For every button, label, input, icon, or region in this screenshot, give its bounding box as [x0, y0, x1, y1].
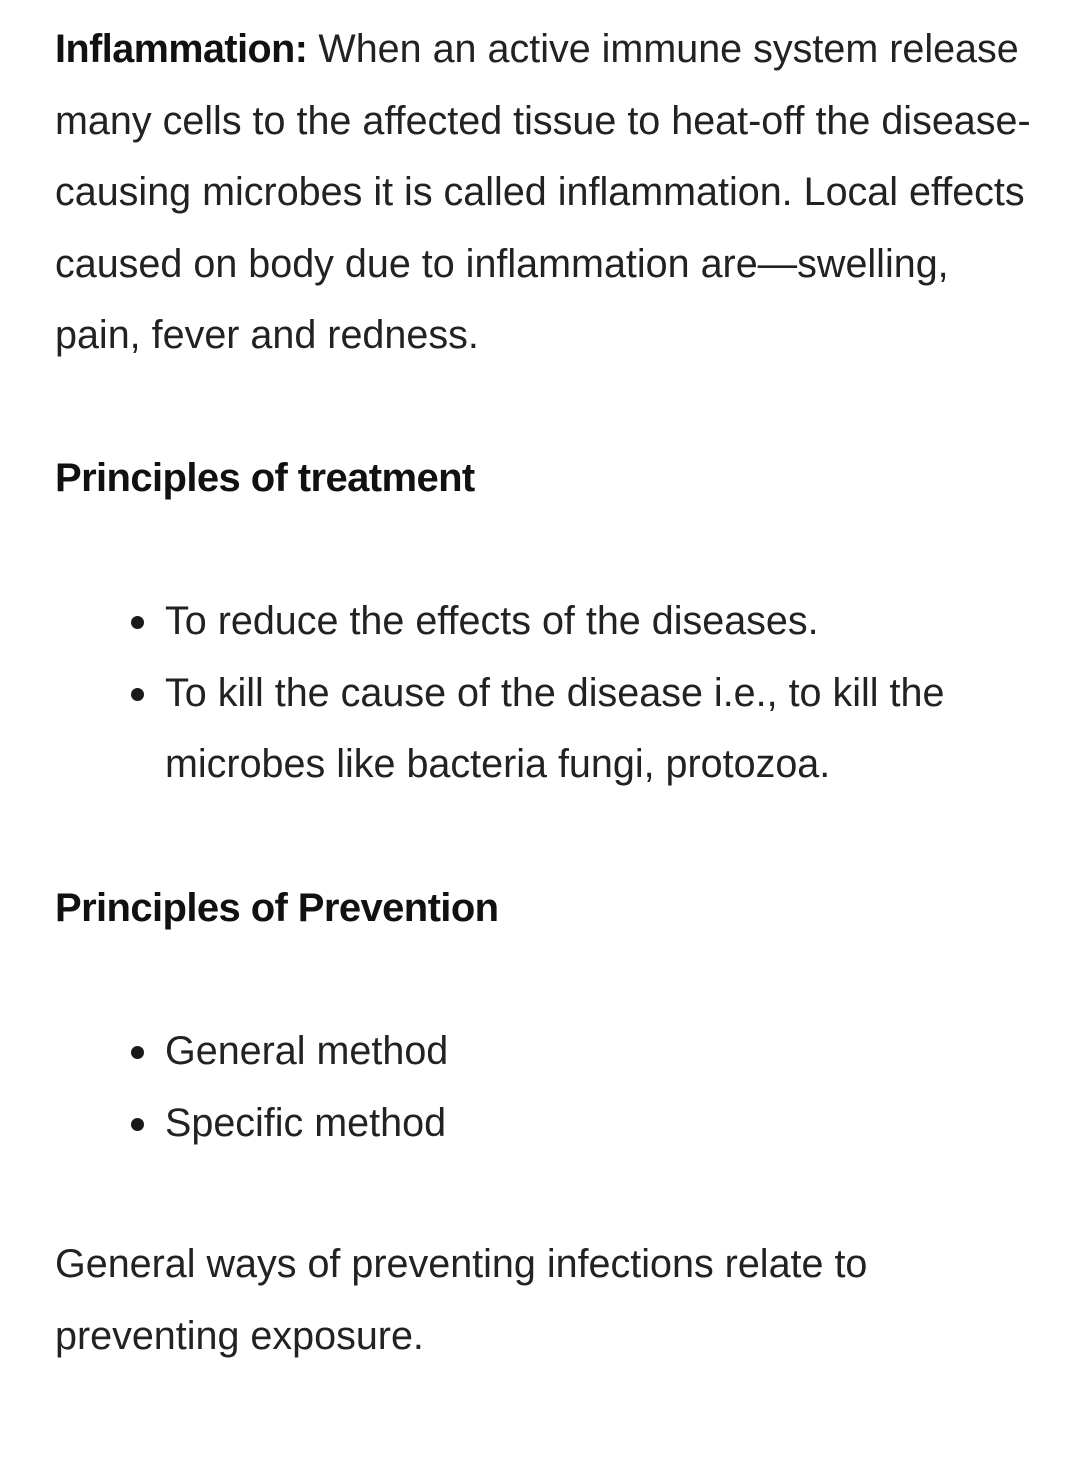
bullet-icon: [131, 1118, 144, 1131]
prevention-list: [55, 1016, 1045, 1159]
list-item: [165, 1016, 1045, 1088]
bullet-icon: [131, 688, 144, 701]
prevention-heading: Principles of Prevention: [55, 885, 499, 930]
list-item: [165, 1088, 1045, 1160]
article-body: [55, 14, 1045, 1372]
inflammation-term: Inflammation:: [55, 27, 308, 71]
list-item: [165, 586, 1045, 658]
list-item-text: To reduce the effects of the diseases.: [165, 599, 819, 643]
bullet-icon: [131, 616, 144, 629]
inflammation-definition: When an active immune system release many cells to the affected tissue to heat-off the disease-causing microbes it is called inflammation. Local effects caused on body due to inflammation are—swelling, pain, fever and redness.: [55, 27, 1031, 357]
inflammation-paragraph: [55, 14, 1045, 372]
bullet-icon: [131, 1046, 144, 1059]
list-item-text: General method: [165, 1029, 449, 1073]
list-item: [165, 658, 1045, 801]
list-item-text: To kill the cause of the disease i.e., to kill the microbes like bacteria fungi, protozoa.: [165, 670, 945, 786]
list-item-text: Specific method: [165, 1100, 447, 1145]
closing-paragraph: General ways of preventing infections relate to preventing exposure.: [55, 1242, 868, 1358]
treatment-heading: Principles of treatment: [55, 455, 475, 500]
treatment-list: [55, 586, 1045, 801]
